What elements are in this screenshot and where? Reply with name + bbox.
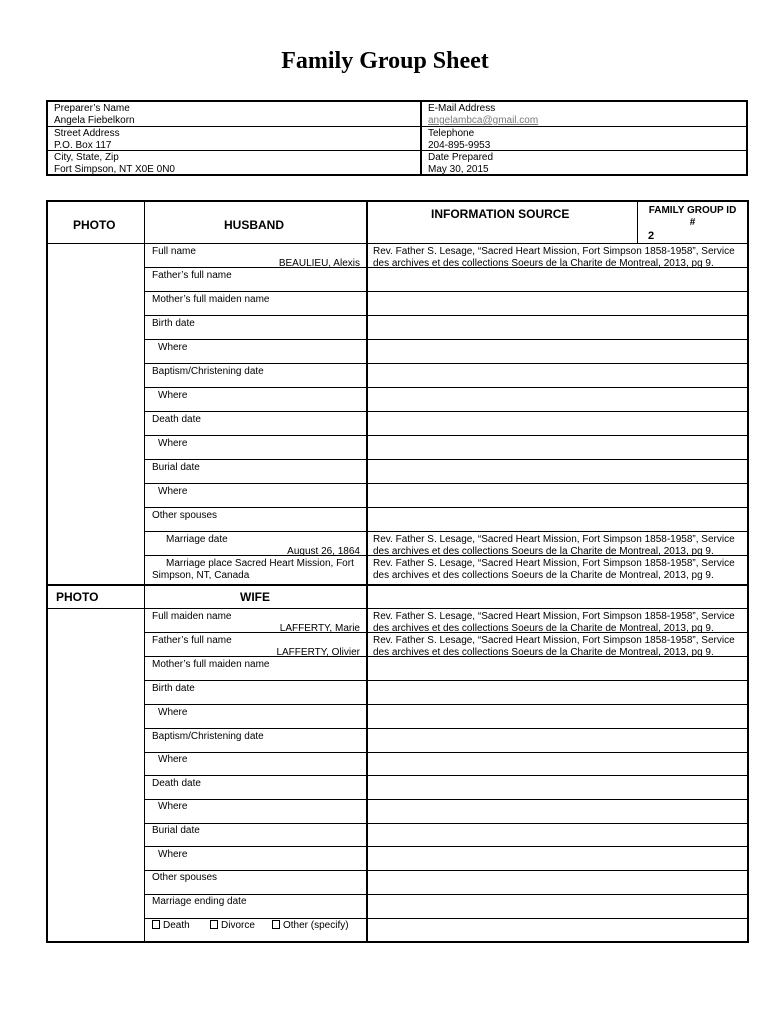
wife-burial-label: Burial date	[152, 825, 200, 836]
husband-death-label: Death date	[152, 414, 201, 425]
telephone-label: Telephone	[428, 128, 475, 139]
date-prepared-value[interactable]: May 30, 2015	[428, 164, 489, 175]
marriage-place-source-2[interactable]: des archives et des collections Soeurs de la Charite de Montreal, 2013, pg 9.	[373, 570, 714, 581]
husband-full-name-label: Full name	[152, 246, 196, 257]
row-line	[145, 387, 747, 388]
preparer-name-value[interactable]: Angela Fiebelkorn	[54, 115, 135, 126]
row-line	[145, 870, 747, 871]
husband-photo-header: PHOTO	[73, 218, 116, 232]
ending-divorce-option[interactable]	[210, 920, 255, 932]
wife-baptism-label: Baptism/Christening date	[152, 731, 264, 742]
husband-death-where-label: Where	[158, 438, 188, 449]
wife-maiden-name-source-1[interactable]: Rev. Father S. Lesage, “Sacred Heart Mission, Fort Simpson 1858-1958”, Service	[373, 611, 735, 622]
wife-death-where-label: Where	[158, 801, 188, 812]
husband-full-name-source-2[interactable]: des archives et des collections Soeurs de la Charite de Montreal, 2013, pg 9.	[373, 258, 714, 269]
marriage-date-value[interactable]: August 26, 1864	[287, 546, 360, 557]
preparer-name-cell	[48, 102, 420, 126]
photo-divider-husband	[144, 202, 145, 586]
row-line	[145, 823, 747, 824]
marriage-place-line-1[interactable]: Marriage place Sacred Heart Mission, Fort	[166, 558, 354, 569]
husband-baptism-where-label: Where	[158, 390, 188, 401]
wife-father-value[interactable]: LAFFERTY, Olivier	[276, 647, 360, 658]
husband-birth-label: Birth date	[152, 318, 195, 329]
wife-death-label: Death date	[152, 778, 201, 789]
husband-burial-label: Burial date	[152, 462, 200, 473]
row-line	[145, 483, 747, 484]
row-line	[145, 339, 747, 340]
row-line	[145, 315, 747, 316]
header-bottom-line	[48, 243, 747, 244]
source-divider	[366, 202, 368, 943]
row-line	[145, 894, 747, 895]
row-line	[145, 363, 747, 364]
street-address-cell	[48, 126, 420, 150]
wife-header: WIFE	[240, 590, 270, 604]
wife-mother-label: Mother’s full maiden name	[152, 659, 270, 670]
email-label: E-Mail Address	[428, 103, 496, 114]
husband-other-spouses-label: Other spouses	[152, 510, 218, 521]
row-line	[145, 752, 747, 753]
wife-photo-header: PHOTO	[56, 590, 99, 604]
wife-maiden-name-label: Full maiden name	[152, 611, 232, 622]
row-line	[145, 799, 747, 800]
family-group-id-value[interactable]: 2	[648, 230, 655, 242]
husband-burial-where-label: Where	[158, 486, 188, 497]
photo-divider-wife-header	[144, 585, 145, 609]
row-line	[145, 846, 747, 847]
information-source-header: INFORMATION SOURCE	[431, 207, 570, 221]
wife-father-source-1[interactable]: Rev. Father S. Lesage, “Sacred Heart Mission, Fort Simpson 1858-1958”, Service	[373, 635, 735, 646]
city-label: City, State, Zip	[54, 152, 119, 163]
wife-birth-where-label: Where	[158, 707, 188, 718]
marriage-ending-date-label: Marriage ending date	[152, 896, 247, 907]
telephone-cell	[422, 126, 746, 150]
death-option-label: Death	[163, 920, 190, 931]
row-line	[145, 680, 747, 681]
wife-father-label: Father’s full name	[152, 635, 232, 646]
wife-burial-where-label: Where	[158, 849, 188, 860]
row-line	[145, 531, 747, 532]
wife-header-top-line	[48, 584, 747, 586]
husband-full-name-source-1[interactable]: Rev. Father S. Lesage, “Sacred Heart Mission, Fort Simpson 1858-1958”, Service	[373, 246, 735, 257]
other-checkbox[interactable]	[272, 920, 280, 929]
wife-maiden-name-source-2[interactable]: des archives et des collections Soeurs de la Charite de Montreal, 2013, pg 9.	[373, 623, 714, 634]
email-cell	[422, 102, 746, 126]
family-form	[46, 200, 749, 943]
city-value[interactable]: Fort Simpson, NT X0E 0N0	[54, 164, 175, 175]
row-line	[145, 918, 747, 919]
wife-birth-label: Birth date	[152, 683, 195, 694]
husband-full-name-value[interactable]: BEAULIEU, Alexis	[278, 258, 360, 269]
date-prepared-label: Date Prepared	[428, 152, 494, 163]
other-option-label: Other (specify)	[283, 920, 349, 931]
divorce-option-label: Divorce	[221, 920, 255, 931]
marriage-date-label: Marriage date	[166, 534, 228, 545]
wife-other-spouses-label: Other spouses	[152, 872, 218, 883]
marriage-place-source-1[interactable]: Rev. Father S. Lesage, “Sacred Heart Mission, Fort Simpson 1858-1958”, Service	[373, 558, 735, 569]
ending-other-option[interactable]	[272, 920, 349, 932]
death-checkbox[interactable]	[152, 920, 160, 929]
husband-father-label: Father’s full name	[152, 270, 232, 281]
marriage-date-source-1[interactable]: Rev. Father S. Lesage, “Sacred Heart Mission, Fort Simpson 1858-1958”, Service	[373, 534, 735, 545]
wife-maiden-name-value[interactable]: LAFFERTY, Marie	[279, 623, 360, 634]
date-prepared-cell	[422, 150, 746, 174]
husband-baptism-label: Baptism/Christening date	[152, 366, 264, 377]
telephone-value[interactable]: 204-895-9953	[428, 140, 491, 151]
marriage-date-source-2[interactable]: des archives et des collections Soeurs de la Charite de Montreal, 2013, pg 9.	[373, 546, 714, 557]
divorce-checkbox[interactable]	[210, 920, 218, 929]
family-group-id-label: FAMILY GROUP ID	[648, 205, 737, 216]
row-line	[145, 728, 747, 729]
city-cell	[48, 150, 420, 174]
street-address-label: Street Address	[54, 128, 120, 139]
preparer-name-label: Preparer’s Name	[54, 103, 130, 114]
preparer-left-column	[48, 102, 422, 174]
family-group-id-hash: #	[689, 217, 696, 228]
wife-header-bottom-line	[48, 608, 747, 609]
street-address-value[interactable]: P.O. Box 117	[54, 140, 112, 151]
wife-baptism-where-label: Where	[158, 754, 188, 765]
husband-birth-where-label: Where	[158, 342, 188, 353]
row-line	[145, 411, 747, 412]
row-line	[145, 459, 747, 460]
email-link[interactable]: angelambca@gmail.com	[428, 115, 539, 126]
row-line	[145, 507, 747, 508]
wife-father-source-2[interactable]: des archives et des collections Soeurs de la Charite de Montreal, 2013, pg 9.	[373, 647, 714, 658]
marriage-place-line-2[interactable]: Simpson, NT, Canada	[152, 570, 250, 581]
page-title: Family Group Sheet	[281, 48, 489, 74]
row-line	[145, 435, 747, 436]
row-line	[145, 775, 747, 776]
ending-death-option[interactable]	[152, 920, 190, 932]
husband-mother-label: Mother’s full maiden name	[152, 294, 270, 305]
row-line	[145, 291, 747, 292]
row-line	[145, 704, 747, 705]
preparer-right-column	[422, 102, 746, 174]
preparer-box	[46, 100, 748, 176]
husband-header: HUSBAND	[224, 218, 284, 232]
